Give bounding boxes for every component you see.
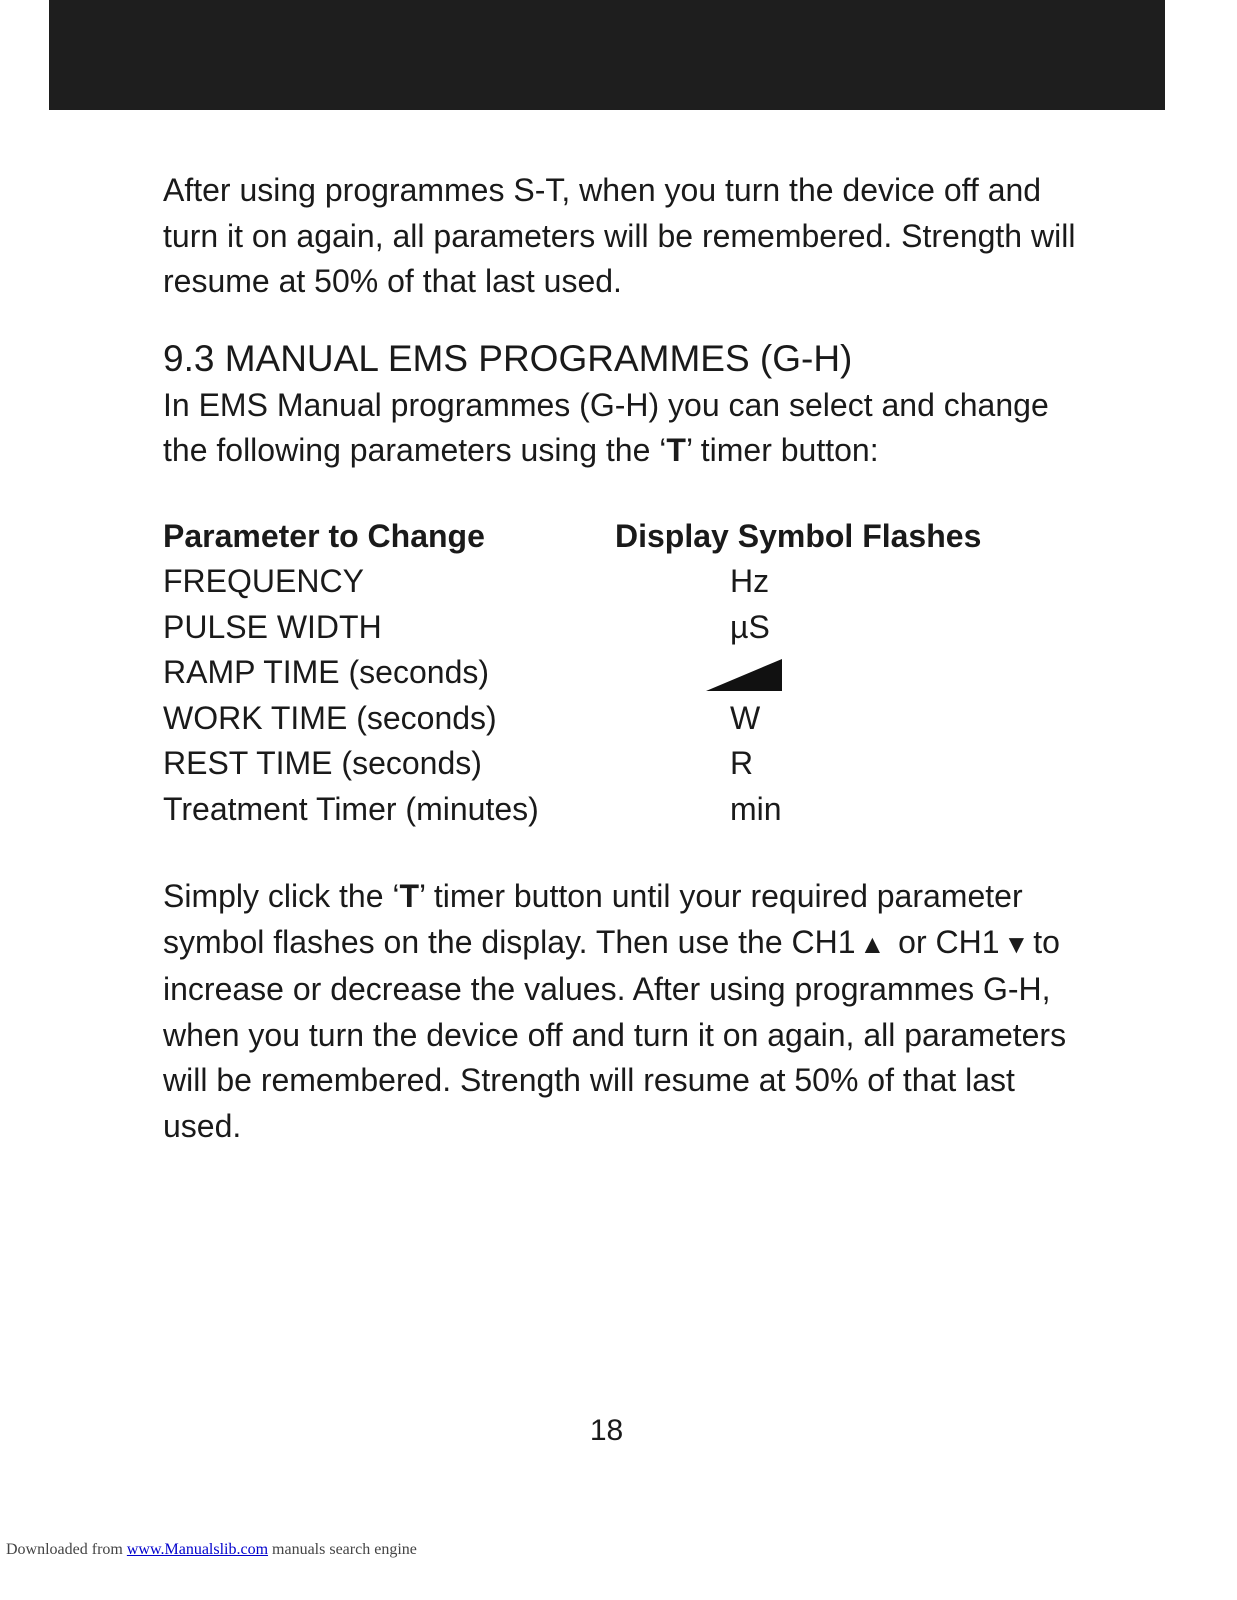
symbol-cell: W <box>730 699 761 736</box>
intro-text-end: ’ timer button: <box>685 432 879 468</box>
manualslib-link[interactable]: www.Manualslib.com <box>126 1541 269 1558</box>
timer-key: T <box>399 878 420 914</box>
download-footer <box>6 1541 417 1559</box>
table-row <box>163 605 995 651</box>
parameter-table <box>163 514 995 833</box>
footer-suffix: manuals search engine <box>268 1541 417 1558</box>
intro-text-start: In EMS Manual programmes (G-H) you can select and change the following parameters using the ‘ <box>163 386 1049 468</box>
symbol-cell: Hz <box>730 563 770 599</box>
instructions-text-3: or CH1 <box>889 923 1000 960</box>
instructions-text-2: ’ timer button until your required parameter symbol flashes on the display. Then use the CH1 <box>163 878 1023 960</box>
paragraph-instructions <box>163 874 1083 1149</box>
paragraph-settings-memory: After using programmes S-T, when you turn the device off and turn it on again, all parameters will be remembered. Strength will resume at 50% of that last used. <box>163 172 1076 299</box>
table-row <box>163 787 995 833</box>
page-content <box>163 168 1083 1149</box>
instructions-text-4: to increase or decrease the values. After using programmes G-H, when you turn the device off and turn it on again, all parameters will be remembered. Strength will resume at 50% of that last used. <box>163 923 1067 1144</box>
parameter-cell: RAMP TIME (seconds) <box>163 654 490 690</box>
header-band <box>49 0 1165 110</box>
up-arrow-icon: ▲ <box>859 928 886 959</box>
parameter-cell: PULSE WIDTH <box>163 608 382 645</box>
ramp-triangle-icon <box>704 657 784 693</box>
header-parameter: Parameter to Change <box>163 517 485 554</box>
timer-key: T <box>666 432 686 468</box>
symbol-cell: min <box>730 790 782 827</box>
parameter-cell: Treatment Timer (minutes) <box>163 790 539 827</box>
parameter-cell: FREQUENCY <box>163 563 364 599</box>
header-symbol: Display Symbol Flashes <box>615 517 982 554</box>
section-heading: 9.3 MANUAL EMS PROGRAMMES (G-H) <box>163 337 853 379</box>
symbol-cell: R <box>730 745 754 781</box>
section-intro <box>163 383 1083 474</box>
table-row <box>163 650 995 696</box>
page-number: 18 <box>589 1414 624 1447</box>
instructions-text-1: Simply click the ‘ <box>163 878 400 914</box>
footer-prefix: Downloaded from <box>6 1541 127 1558</box>
parameter-cell: REST TIME (seconds) <box>163 745 482 781</box>
table-header-row <box>163 514 995 560</box>
table-row <box>163 741 995 787</box>
table-row <box>163 696 995 742</box>
symbol-cell: µS <box>730 608 770 645</box>
down-arrow-icon: ▼ <box>1003 928 1030 959</box>
parameter-cell: WORK TIME (seconds) <box>163 699 497 736</box>
symbol-cell <box>615 650 995 696</box>
table-row <box>163 559 995 605</box>
